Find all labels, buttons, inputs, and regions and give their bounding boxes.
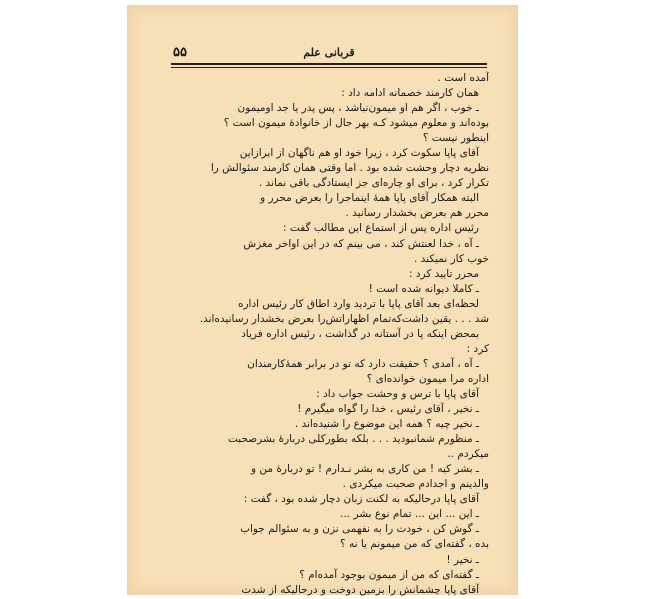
- page-body-text: [167, 71, 489, 598]
- text-line: البته همکار آقای پاپا همهٔ اینماجرا را بعرض محرر و: [260, 192, 479, 205]
- text-line: اینطور نیست ؟: [422, 132, 489, 145]
- text-line: شد . . . یقین داشت‌که‌تمام اظهاراتش‌را بعرض بخشدار رسانیده‌اند.: [199, 312, 489, 325]
- text-line: نظریه دچار وحشت شده بود . اما وقتی همان کارمند سئوالش را: [210, 162, 489, 175]
- text-line: محرر تایید کرد :: [408, 267, 479, 280]
- text-line: بمحض اینکه پا در آستانه در گذاشت ، رئیس اداره فریاد: [241, 327, 479, 340]
- text-line: ـ نخیر ، آقای رئیس ، خدا را گواه میگیرم !: [297, 403, 479, 416]
- text-line: ـ آه ، آمدی ؟ حقیقت دارد که تو در برابر همهٔ‌کارمندان: [247, 357, 479, 370]
- text-line: آقای پاپا سکوت کرد ، زیرا خود او هم ناگهان از ابرازاین: [239, 147, 479, 160]
- text-line: تکرار کرد ، برای او چاره‌ای جز ایستادگی باقی نماند .: [258, 177, 489, 190]
- header-rule-thick: [171, 63, 487, 65]
- text-line: خوب کار نمیکند .: [413, 252, 489, 265]
- text-line: ـ نخیر !: [446, 553, 479, 566]
- text-line: ـ آه ، خدا لعنتش کند ، می بینم که در این اواخر مغزش: [243, 237, 479, 250]
- text-line: لحظه‌ای بعد آقای پاپا با تردید وارد اطاق کار رئیس اداره: [237, 297, 479, 310]
- text-line: آقای پاپا با ترس و وحشت جواب داد :: [316, 387, 479, 400]
- text-line: کرد :: [466, 342, 489, 355]
- text-line: آمده است .: [437, 72, 489, 84]
- text-line: همان کارمند خصمانه ادامه داد :: [341, 87, 479, 100]
- header-rule-thin: [171, 67, 487, 68]
- text-line: بوده‌اند و معلوم میشود کـه بهر حال از خانوادهٔ میمون است ؟: [223, 117, 489, 130]
- text-line: محرر هم بعرض بخشدار رسانید .: [345, 207, 489, 220]
- text-line: ـ این ... این ... تمام نوع بشر ...: [340, 508, 479, 521]
- page-header: [173, 45, 485, 63]
- text-line: ـ گفته‌ای که من از میمون بوجود آمده‌ام ؟: [299, 568, 479, 581]
- text-line: ـ بشر کیه ! من کاری به بشر نـدارم ! تو دربارهٔ من و: [251, 463, 479, 476]
- text-line: آقای پاپا چشمانش را بزمین دوخت و درحالیکه از شدت: [241, 583, 479, 596]
- text-line: ـ خوب ، اگر هم او میمون‌نباشد ، پس پدر یا جد اومیمون: [237, 102, 479, 115]
- text-line: آقای پاپا درحالیکه به لکنت زبان دچار شده بود ، گفت :: [243, 493, 479, 506]
- text-line: رئیس اداره پس از استماع این مطالب گفت :: [283, 222, 479, 235]
- running-title: قربانی علم: [303, 46, 355, 59]
- page-number: ۵۵: [173, 45, 187, 60]
- text-line: بده ، گفته‌ای که من میمونم یا نه ؟: [340, 538, 489, 551]
- book-page: [127, 5, 518, 595]
- text-line: میکردم ..: [447, 448, 489, 461]
- text-line: ـ منظورم شمانبودید . . . بلکه بطورکلی دربارهٔ بشرصحبت: [227, 433, 479, 446]
- text-line: ـ کاملا دیوانه شده است !: [368, 282, 479, 295]
- text-line: ـ گوش کن ، خودت را به نفهمی نزن و به سئوالم جواب: [240, 523, 479, 536]
- text-line: اداره مرا میمون خوانده‌ای ؟: [366, 372, 489, 385]
- text-line: والدینم و اجدادم صحبت میکردی .: [342, 478, 489, 491]
- text-line: ـ نخیر چیه ؟ همه این موضوع را شنیده‌اند .: [294, 418, 479, 431]
